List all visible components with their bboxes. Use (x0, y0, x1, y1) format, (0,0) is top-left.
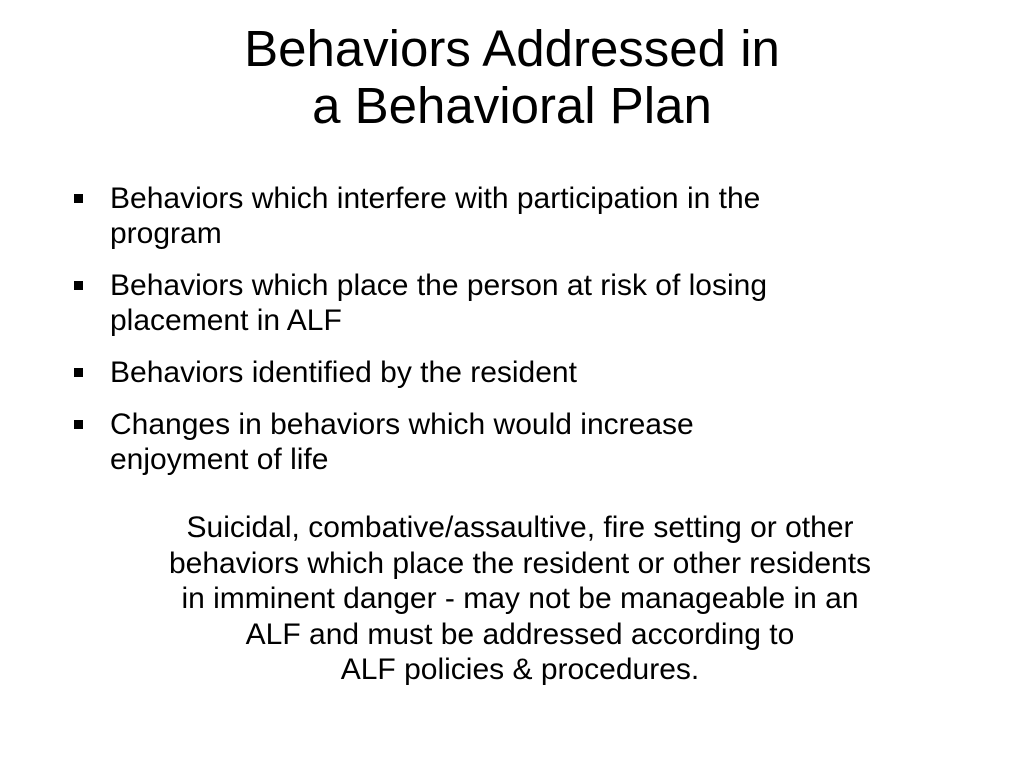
note-line-4: ALF and must be addressed according to (245, 617, 795, 651)
bullet-text-line-1: Behaviors which place the person at risk of losing (110, 269, 768, 302)
bullet-item (72, 407, 952, 477)
note-line-3: in imminent danger - may not be manageable in an (181, 582, 859, 615)
bullet-text-line-2: placement in ALF (110, 304, 342, 337)
bullet-text-line-1: Behaviors identified by the resident (110, 356, 577, 389)
slide-title-line-2: a Behavioral Plan (312, 77, 712, 134)
note-line-5: ALF policies & procedures. (340, 653, 700, 686)
note-line-1: Suicidal, combative/assaultive, fire setting or other (186, 511, 854, 544)
bullet-text-line-1: Changes in behaviors which would increase (110, 408, 694, 441)
slide-title-line-1: Behaviors Addressed in (244, 20, 780, 77)
square-bullet-icon (74, 194, 83, 203)
square-bullet-icon (74, 368, 83, 377)
bullet-item (72, 355, 952, 390)
slide-title (0, 20, 1024, 134)
warning-note (70, 510, 970, 688)
bullet-text-line-2: program (110, 217, 222, 250)
bullet-text-line-1: Behaviors which interfere with participation in the (110, 182, 761, 215)
bullet-item (72, 181, 952, 251)
square-bullet-icon (74, 420, 83, 429)
square-bullet-icon (74, 281, 83, 290)
bullet-list (72, 181, 952, 494)
note-line-2: behaviors which place the resident or other residents (168, 546, 872, 580)
bullet-item (72, 268, 952, 338)
bullet-text-line-2: enjoyment of life (110, 443, 329, 476)
